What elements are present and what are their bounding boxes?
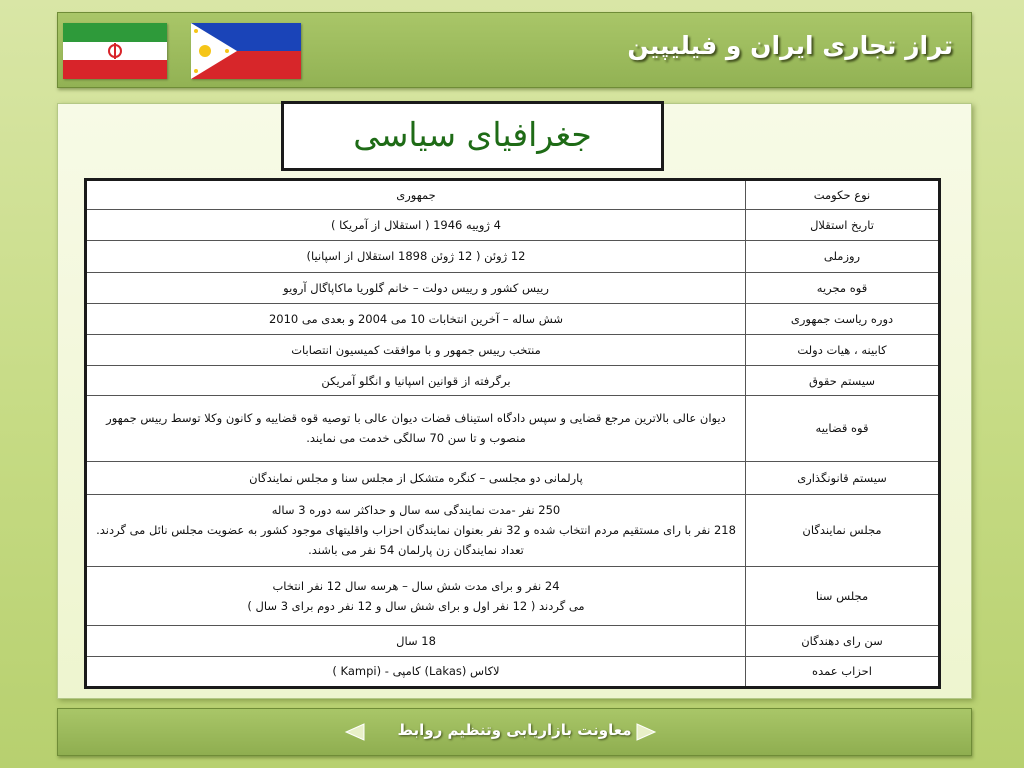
table-row (86, 334, 940, 365)
row-value: برگرفته از قوانین اسپانیا و انگلو آمریکن (86, 366, 746, 396)
row-label: نوع حکومت (746, 180, 940, 210)
table-row (86, 494, 940, 566)
table-row (86, 180, 940, 210)
iran-flag-icon (63, 23, 167, 79)
triangle-right-icon[interactable] (635, 723, 657, 741)
table-row (86, 272, 940, 303)
row-label: دوره ریاست جمهوری (746, 303, 940, 334)
row-value: منتخب رییس جمهور و با موافقت کمیسیون انتصابات (86, 334, 746, 365)
row-value: 18 سال (86, 625, 746, 656)
table-row (86, 303, 940, 334)
footer-label: معاونت بازاریابی وتنظیم روابط (397, 721, 632, 739)
section-title: جغرافیای سیاسی (281, 101, 664, 171)
row-value: جمهوری (86, 180, 746, 210)
table-row (86, 396, 940, 461)
row-label: احزاب عمده (746, 656, 940, 687)
footer-bar (57, 708, 972, 756)
row-label: سن رای دهندگان (746, 625, 940, 656)
row-value: 250 نفر -مدت نمایندگی سه سال و حداکثر سه دوره 3 ساله 218 نفر با رای مستقیم مردم انتخاب شده و 32 نفر بعنوان نمایندگان احزاب واقلیتهای موجود کشور به عضویت مجلس نائل می گردند. تعداد نمایندگان زن پارلمان 54 نفر می باشند. (86, 494, 746, 566)
row-value: شش ساله – آخرین انتخابات 10 می 2004 و بعدی می 2010 (86, 303, 746, 334)
row-label: سیستم حقوق (746, 366, 940, 396)
philippines-flag-icon (191, 23, 301, 79)
table-row (86, 625, 940, 656)
row-label: کابینه ، هیات دولت (746, 334, 940, 365)
row-label: تاریخ استقلال (746, 210, 940, 241)
row-label: روزملی (746, 241, 940, 272)
table-row (86, 567, 940, 625)
header-bar (57, 12, 972, 88)
page-title: تراز تجاری ایران و فیلیپین (627, 31, 953, 60)
table-row (86, 241, 940, 272)
table-row (86, 210, 940, 241)
row-label: قوه مجریه (746, 272, 940, 303)
row-label: سیستم قانونگذاری (746, 461, 940, 494)
table-row (86, 366, 940, 396)
political-geography-table (84, 178, 941, 689)
row-value: لاکاس (Lakas) کامپی - (Kampi ) (86, 656, 746, 687)
row-label: قوه قضاییه (746, 396, 940, 461)
row-value: پارلمانی دو مجلسی – کنگره متشکل از مجلس سنا و مجلس نمایندگان (86, 461, 746, 494)
row-value: 24 نفر و برای مدت شش سال – هرسه سال 12 نفر انتخاب می گردند ( 12 نفر اول و برای شش سال و 12 نفر دوم برای 3 سال ) (86, 567, 746, 625)
row-value: 12 ژوئن ( 12 ژوئن 1898 استقلال از اسپانیا) (86, 241, 746, 272)
row-value: دیوان عالی بالاترین مرجع قضایی و سپس دادگاه استیناف قضات دیوان عالی با توصیه قوه قضاییه و کانون وکلا توسط رییس جمهور منصوب و تا سن 70 سالگی خدمت می نمایند. (86, 396, 746, 461)
row-label: مجلس نمایندگان (746, 494, 940, 566)
row-value: 4 ژوییه 1946 ( استقلال از آمریکا ) (86, 210, 746, 241)
table-row (86, 656, 940, 687)
row-value: رییس کشور و رییس دولت – خانم گلوریا ماکاپاگال آرویو (86, 272, 746, 303)
row-label: مجلس سنا (746, 567, 940, 625)
table-row (86, 461, 940, 494)
